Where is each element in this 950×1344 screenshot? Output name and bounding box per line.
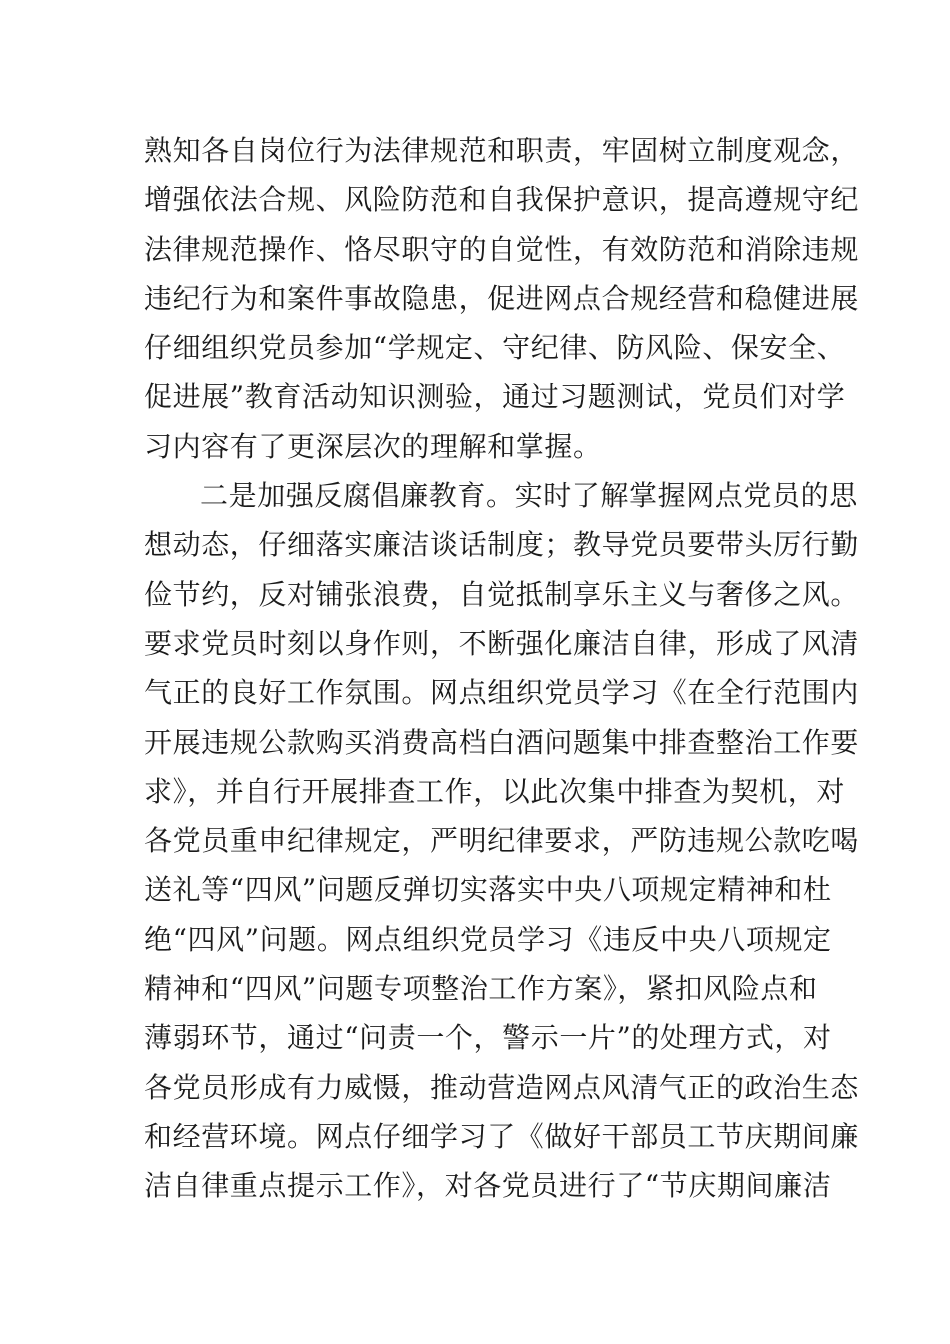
text-line: 薄弱环节，通过“问责一个，警示一片”的处理方式，对 <box>144 1021 832 1055</box>
text-line: 和经营环境。网点仔细学习了《做好干部员工节庆期间廉 <box>144 1119 860 1153</box>
text-line: 精神和“四风”问题专项整治工作方案》，紧扣风险点和 <box>144 972 818 1006</box>
text-line: 促进展”教育活动知识测验，通过习题测试，党员们对学 <box>144 380 846 414</box>
text-line: 各党员重申纪律规定，严明纪律要求，严防违规公款吃喝 <box>144 824 860 858</box>
text-line: 要求党员时刻以身作则，不断强化廉洁自律，形成了风清 <box>144 626 860 660</box>
text-line: 增强依法合规、风险防范和自我保护意识，提高遵规守纪 <box>144 183 860 217</box>
text-line: 开展违规公款购买消费高档白酒问题集中排查整治工作要 <box>144 725 860 759</box>
text-line: 洁自律重点提示工作》，对各党员进行了“节庆期间廉洁 <box>144 1169 832 1203</box>
text-line: 熟知各自岗位行为法律规范和职责，牢固树立制度观念， <box>144 134 860 167</box>
text-line: 仔细组织党员参加“学规定、守纪律、防风险、保安全、 <box>144 331 846 365</box>
body-text <box>144 126 860 1211</box>
text-line: 送礼等“四风”问题反弹切实落实中央八项规定精神和杜 <box>144 873 832 907</box>
text-line: 绝“四风”问题。网点组织党员学习《违反中央八项规定 <box>144 922 832 956</box>
text-line: 违纪行为和案件事故隐患，促进网点合规经营和稳健进展 <box>144 281 860 315</box>
text-line: 习内容有了更深层次的理解和掌握。 <box>144 429 602 463</box>
text-line: 法律规范操作、恪尽职守的自觉性，有效防范和消除违规 <box>144 232 860 266</box>
text-line: 气正的良好工作氛围。网点组织党员学习《在全行范围内 <box>144 676 860 710</box>
text-line: 俭节约，反对铺张浪费，自觉抵制享乐主义与奢侈之风。 <box>144 577 860 611</box>
text-line: 想动态，仔细落实廉洁谈话制度；教导党员要带头厉行勤 <box>144 528 860 562</box>
paragraph-start-line: 二是加强反腐倡廉教育。实时了解掌握网点党员的思 <box>200 479 858 513</box>
text-line: 求》，并自行开展排查工作，以此次集中排查为契机，对 <box>144 774 846 808</box>
text-line: 各党员形成有力威慑，推动营造网点风清气正的政治生态 <box>144 1070 860 1104</box>
